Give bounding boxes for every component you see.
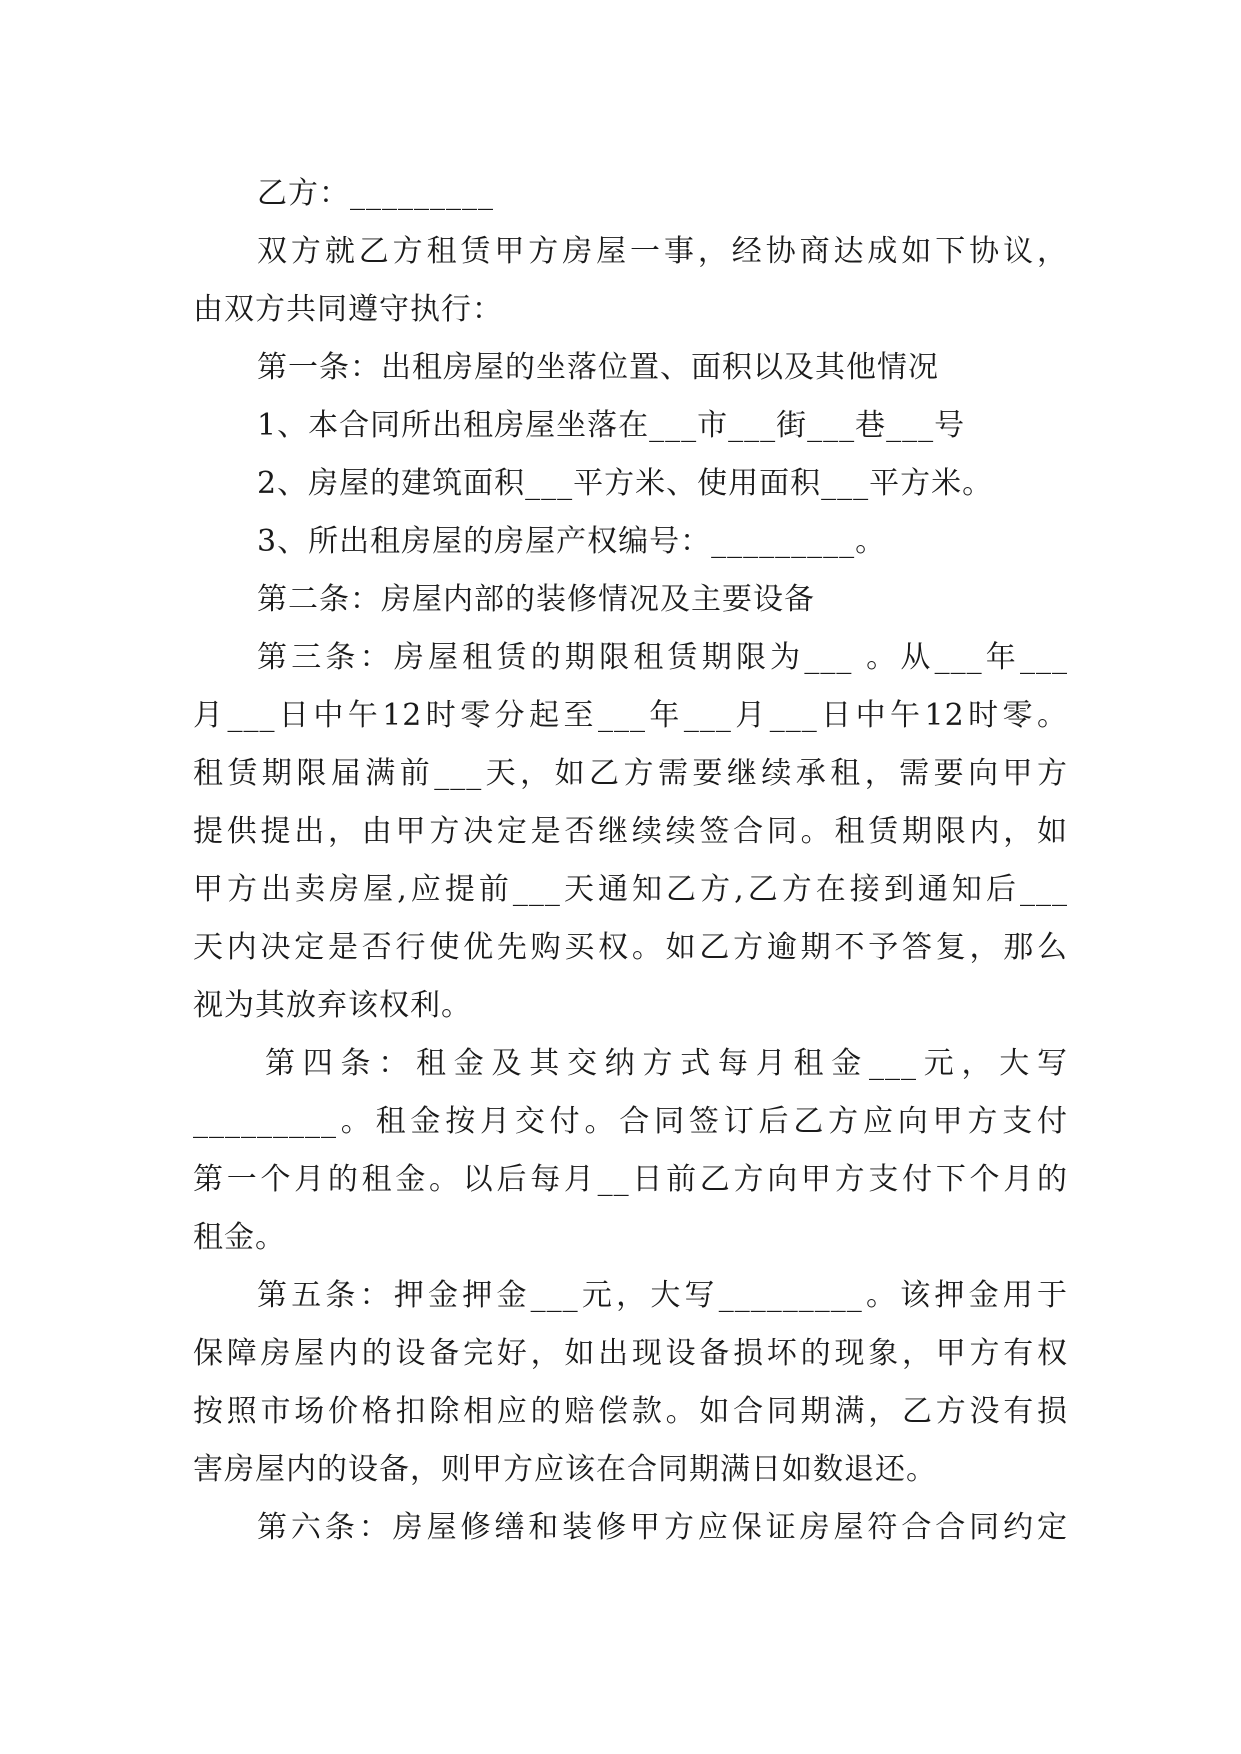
article-4-line: _________。租金按月交付。合同签订后乙方应向甲方支付	[193, 1104, 1068, 1139]
article-3-line: 视为其放弃该权利。	[193, 988, 472, 1023]
article-4-line: 第四条：租金及其交纳方式每月租金___元，大写	[265, 1046, 1068, 1081]
article-3-line: 月___日中午12时零分起至___年___月___日中午12时零。	[193, 698, 1068, 733]
article-6-line: 第六条：房屋修缮和装修甲方应保证房屋符合合同约定	[257, 1510, 1068, 1545]
article-3-line: 租赁期限届满前___天，如乙方需要继续承租，需要向甲方	[193, 756, 1068, 791]
contract-text	[193, 165, 1068, 1557]
article-4-line: 租金。	[193, 1220, 286, 1255]
article-5-line: 害房屋内的设备，则甲方应该在合同期满日如数退还。	[193, 1452, 937, 1487]
article-5-line: 保障房屋内的设备完好，如出现设备损坏的现象，甲方有权	[193, 1336, 1068, 1371]
clause-line: 3、所出租房屋的房屋产权编号：_________。	[257, 524, 887, 559]
article-2-heading: 第二条：房屋内部的装修情况及主要设备	[257, 582, 815, 617]
article-5-line: 第五条：押金押金___元，大写_________。该押金用于	[257, 1278, 1068, 1313]
party-b-line: 乙方：_________	[257, 176, 494, 211]
article-3-line: 第三条：房屋租赁的期限租赁期限为___ 。从___年___	[257, 640, 1068, 675]
article-4-line: 第一个月的租金。以后每月__日前乙方向甲方支付下个月的	[193, 1162, 1068, 1197]
paragraph-line: 由双方共同遵守执行：	[193, 292, 503, 327]
article-3-line: 天内决定是否行使优先购买权。如乙方逾期不予答复，那么	[193, 930, 1068, 965]
clause-line: 2、房屋的建筑面积___平方米、使用面积___平方米。	[257, 466, 994, 501]
article-5-line: 按照市场价格扣除相应的赔偿款。如合同期满，乙方没有损	[193, 1394, 1068, 1429]
paragraph-line: 双方就乙方租赁甲方房屋一事，经协商达成如下协议，	[257, 234, 1068, 269]
article-1-heading: 第一条：出租房屋的坐落位置、面积以及其他情况	[257, 350, 939, 385]
clause-line: 1、本合同所出租房屋坐落在___市___街___巷___号	[257, 408, 966, 443]
article-3-line: 提供提出，由甲方决定是否继续续签合同。租赁期限内，如	[193, 814, 1068, 849]
article-3-line: 甲方出卖房屋,应提前___天通知乙方,乙方在接到通知后___	[193, 872, 1068, 907]
